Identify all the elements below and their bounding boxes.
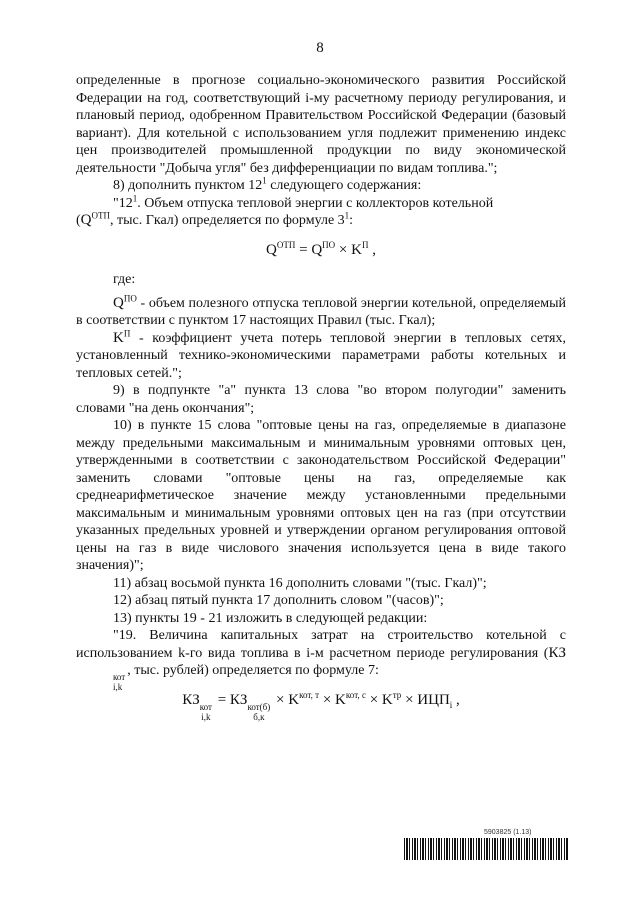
- paragraph-p1: определенные в прогнозе социально-экономического развития Российской Федерации на год, соответствующий i-му расчетному периоду регулирования, и плановый период, одобренном Правительством Российской Федерации (базовый вариант). Для котельной с использованием угля подлежит применению индекс цен производителей промышленной продукции по виду экономической деятельности "Добыча угля" без дифференциации по видам топлива.";: [76, 73, 566, 176]
- formula-3-1: $Q^{ОТП} = Q^{ПО} \times K^П$ ,: [266, 239, 376, 258]
- paragraph-item-12-1: "$12^1$. Объем отпуска тепловой энергии с коллекторов котельной: [113, 192, 494, 211]
- paragraph-item-19: "19. Величина капитальных затрат на строительство котельной с использованием k-го вида топлива в i-м расчетном периоде регулирования (КЗ кот i,k , тыс. рублей) определяется по формуле 7:: [76, 628, 566, 692]
- paragraph-item-9: 9) в подпункте "а" пункта 13 слова "во втором полугодии" заменить словами "на день окончания";: [76, 383, 566, 416]
- paragraph-item-10: 10) в пункте 15 слова "оптовые цены на газ, определяемые в диапазоне между предельными максимальным и минимальным уровнями оптовых цен, утвержденными в соответствии с законодательством Российской Федерации" заменить словами "оптовые цены на газ, определяемые как среднеарифметическое значение между установленными предельными максимальным и минимальным уровнями оптовых цен на газ (при отсутствии указанных предельных уровней и утверждении органом регулирования оптовой цены на газ в виде числового значения используется цена в виде такого значения)";: [76, 418, 566, 573]
- page-number: 8: [316, 40, 324, 56]
- paragraph-item-12: 12) абзац пятый пункта 17 дополнить словом "(часов)";: [113, 593, 444, 608]
- where-label: где:: [113, 272, 136, 287]
- definition-k-p: $K^П$ - коэффициент учета потерь тепловой энергии в тепловых сетях, установленный технико-экономическими параметрами работы котельных и тепловых сетей.";: [76, 327, 566, 381]
- definition-q-po: $Q^{ПО}$ - объем полезного отпуска тепловой энергии котельной, определяемый в соответствии с пунктом 17 настоящих Правил (тыс. Гкал);: [76, 292, 566, 328]
- paragraph-item-8: 8) дополнить пунктом $12^1$ следующего содержания:: [113, 175, 422, 193]
- paragraph-item-13: 13) пункты 19 - 21 изложить в следующей редакции:: [113, 610, 428, 626]
- paragraph-item-11: 11) абзац восьмой пункта 16 дополнить словами "(тыс. Гкал)";: [113, 575, 487, 591]
- document-body: [76, 72, 566, 722]
- formula-7: КЗ кот i,k = КЗ кот(б) б,к × $K^{кот, т} \times K^{кот, с} \times K^{тр} \times ИЦП_i$ ,: [182, 690, 460, 722]
- paragraph-item-12-1-cont: ($Q^{ОТП}$, тыс. Гкал) определяется по формуле $3^1$:: [76, 210, 354, 228]
- document-code: 5903825 (1.13): [484, 829, 532, 836]
- barcode: [404, 838, 568, 860]
